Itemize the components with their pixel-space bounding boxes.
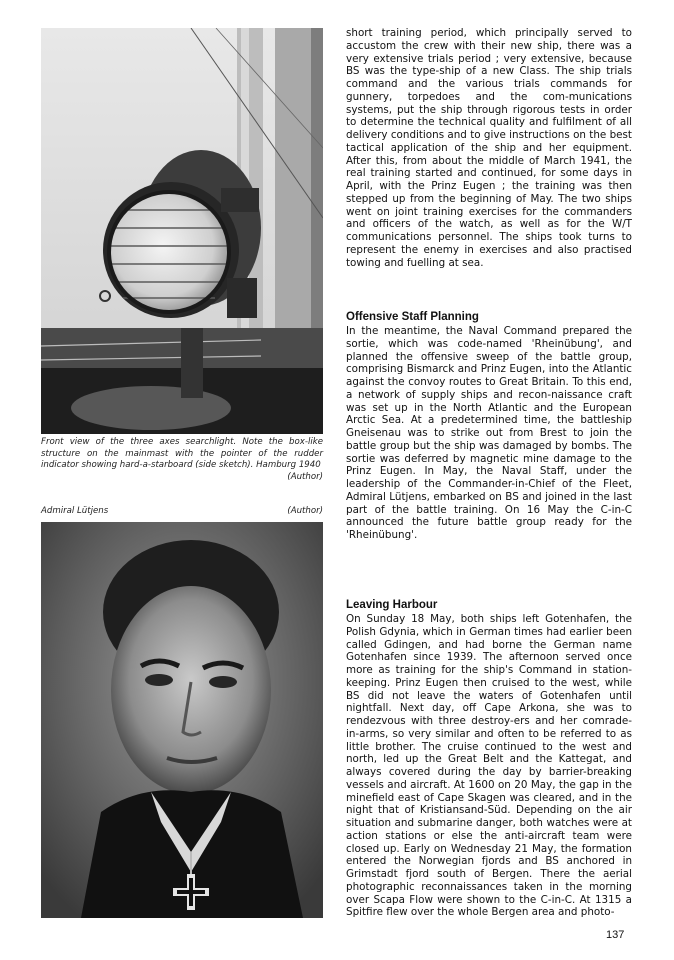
intro-paragraph: short training period, which principally served to accustom the crew with their new ship, there was a very extensive trials period ; very extensive, because BS was the type-ship of a new Class. The ship trials command and the various trials commands for gunnery, torpedoes and the com-munications systems, put the ship through rigorous tests in order to determine the technical quality and fulfilment of all delivery conditions and to give instructions on the best tactical application of the ship and her equipment. After this, from about the middle of March 1941, the real training started and continued, for some days in April, with the Prinz Eugen ; the training was then stepped up from the beginning of May. The two ships went on joint training exercises for the commanders and officers of the watch, as well as for the W/T communications personnel. The ships took turns to represent the enemy in exercises and also practised towing and fuelling at sea. xyxy=(346,27,632,269)
portrait-caption xyxy=(41,506,323,518)
searchlight-photo xyxy=(41,28,323,434)
caption1-text: Front view of the three axes searchlight. Note the box-like structure on the mainmast with the pointer of the rudder indicator showing hard-a-starboard (side sketch). Hamburg 1940 xyxy=(41,437,323,471)
searchlight-caption xyxy=(41,437,323,483)
leaving-paragraph: On Sunday 18 May, both ships left Gotenhafen, the Polish Gdynia, which in German times had earlier been called Gdingen, and had borne the German name Gotenhafen since 1939. The afternoon served once more as training for the ship's Command in station-keeping. Prinz Eugen then cruised to the west, while BS did not leave the waters of Gotenhafen until nightfall. Next day, off Cape Arkona, she was to rendezvous with three destroy-ers and her comrade-in-arms, so very similar and often to be referred to as little brother. The cruise continued to the west and north, led up the Great Belt and the Kattegat, and always covered during the day by barrier-breaking vessels and aircraft. At 1600 on 20 May, the gap in the minefield east of Cape Skagen was cleared, and in the night that of Kristiansand-Süd. Depending on the air situation and submarine danger, both watches were at action stations or else the anti-aircraft team were closed up. Early on Wednesday 21 May, the formation entered the Norwegian fjords and BS anchored in Grimstadt fjord south of Bergen. There the aerial photographic reconnaissances taken in the morning over Scapa Flow were shown to the C-in-C. At 1315 a Spitfire flew over the whole Bergen area and photo- xyxy=(346,613,632,919)
heading-leaving-harbour: Leaving Harbour xyxy=(346,599,438,611)
heading-offensive-staff-planning: Offensive Staff Planning xyxy=(346,311,479,323)
caption1-credit: (Author) xyxy=(287,471,323,482)
page-number: 137 xyxy=(606,929,625,941)
caption2-text: Admiral Lütjens xyxy=(41,506,109,516)
caption2-credit: (Author) xyxy=(287,506,323,516)
admiral-portrait-photo xyxy=(41,522,323,918)
offensive-paragraph: In the meantime, the Naval Command prepared the sortie, which was code-named 'Rheinübung', and planned the offensive sweep of the battle group, comprising Bismarck and Prinz Eugen, into the Atlantic against the convoy routes to Great Britain. To this end, a network of supply ships and recon-naissance craft was set up in the North Atlantic and the European Arctic Sea. At a predetermined time, the battleship Gneisenau was to strike out from Brest to join the battle group but the ship was damaged by bombs. The sortie was deferred by magnetic mine damage to the Prinz Eugen. In May, the Naval Staff, under the leadership of the Commander-in-Chief of the Fleet, Admiral Lütjens, embarked on BS and joined in the last part of the battle training. On 16 May the C-in-C announced the future battle group ready for the 'Rheinübung'. xyxy=(346,325,632,541)
